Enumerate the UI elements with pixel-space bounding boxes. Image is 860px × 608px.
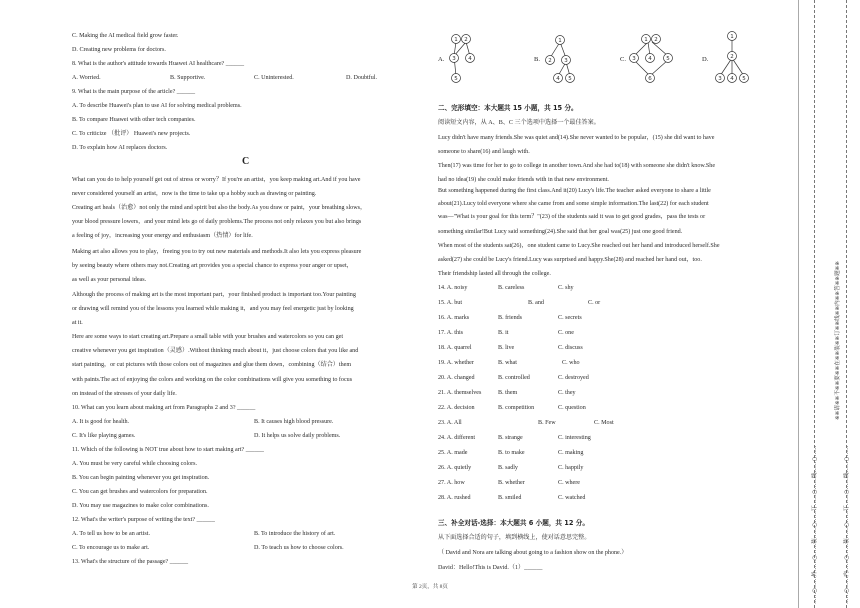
question-12: 12. What's the writer's purpose of writing the text? ______ bbox=[72, 517, 215, 523]
svg-text:3: 3 bbox=[632, 56, 636, 62]
cloze-option-b: B. it bbox=[498, 330, 509, 336]
cloze-line: Lucy didn't have many friends.She was quiet and(14).She never wanted to be popular，(15) she did want to have bbox=[438, 135, 715, 141]
cloze-option-a: 24. A. different bbox=[438, 435, 476, 441]
cloze-option-b: B. controlled bbox=[498, 375, 530, 381]
passage-line: with paints.The act of enjoying the colors and working on the color combinations will give you something to focus bbox=[72, 377, 353, 383]
svg-text:3: 3 bbox=[564, 58, 568, 64]
svg-text:3: 3 bbox=[718, 76, 722, 82]
passage-line: Making art also allows you to play，freeing you to try out new materials and methods.It also lets you express pleasure bbox=[72, 249, 362, 255]
passage-line: at it. bbox=[72, 320, 83, 326]
cloze-option-c: C. they bbox=[558, 390, 576, 396]
cloze-option-a: 26. A. quietly bbox=[438, 465, 472, 471]
passage-line: Although the process of making art is the most important part，your finished product is important too.Your painting bbox=[72, 292, 356, 298]
cloze-option-c: C. destroyed bbox=[558, 375, 589, 381]
cloze-option-b: B. careless bbox=[498, 285, 525, 291]
cloze-option-c: C. happily bbox=[558, 465, 584, 471]
margin-warning: ※※请※※不※※要※※在※※装※※订※※线※※内※※答※※题※※ bbox=[835, 260, 841, 420]
cloze-option-c: C. shy bbox=[558, 285, 574, 291]
svg-text:4: 4 bbox=[468, 56, 472, 62]
svg-text:5: 5 bbox=[666, 56, 670, 62]
passage-line: on instead of the stresses of your daily life. bbox=[72, 391, 177, 397]
q12-option-c: C. To encourage us to make art. bbox=[72, 545, 150, 551]
cloze-option-b: B. whether bbox=[498, 480, 525, 486]
svg-text:4: 4 bbox=[556, 76, 560, 82]
cloze-option-a: 23. A. All bbox=[438, 420, 462, 426]
cloze-option-a: 16. A. marks bbox=[438, 315, 470, 321]
svg-text:4: 4 bbox=[730, 76, 734, 82]
svg-text:1: 1 bbox=[730, 34, 734, 40]
cloze-option-b: B. and bbox=[528, 300, 544, 306]
section-3-instruction: 从下面选择合适的句子，填到横线上，使对话意思完整。 bbox=[438, 535, 591, 541]
cloze-line: was—"What is your goal for this term？"(23) of the students said it was to get good grades，pass the tests or bbox=[438, 214, 706, 220]
q9-option-c: C. To criticize （批评） Huawei's new projects. bbox=[72, 131, 191, 137]
q11-option-a: A. You must be very careful while choosing colors. bbox=[72, 461, 198, 467]
q11-option-d: D. You may use magazines to make color combinations. bbox=[72, 503, 209, 509]
svg-text:2: 2 bbox=[548, 58, 552, 64]
svg-text:2: 2 bbox=[464, 37, 468, 43]
passage-line: by seeing beauty where others may not.Creating art provides you a special chance to express your anger or upset， bbox=[72, 263, 353, 269]
question-11: 11. Which of the following is NOT true about how to start making art? ______ bbox=[72, 447, 264, 453]
dialogue-context: （ David and Nora are talking about going to a fashion show on the phone.） bbox=[438, 550, 628, 556]
passage-line: never considered yourself an artist，now is the time to take up a hobby such as drawing or painting. bbox=[72, 191, 317, 197]
svg-text:2: 2 bbox=[730, 54, 734, 60]
question-9: 9. What is the main purpose of the article? ______ bbox=[72, 89, 196, 95]
q10-option-b: B. It causes high blood pressure. bbox=[254, 419, 334, 425]
cloze-option-c: C. watched bbox=[558, 495, 586, 501]
diagram-label-c: C. bbox=[620, 56, 626, 63]
svg-text:5: 5 bbox=[568, 76, 572, 82]
cloze-option-b: B. strange bbox=[498, 435, 523, 441]
cloze-line: But something happened during the first class.And it(20) Lucy's life.The teacher asked everyone to share a little bbox=[438, 188, 711, 194]
cloze-option-b: B. sadly bbox=[498, 465, 518, 471]
cloze-option-a: 21. A. themselves bbox=[438, 390, 482, 396]
q12-option-d: D. To teach us how to choose colors. bbox=[254, 545, 344, 551]
question-8: 8. What is the author's attitude towards Huawei AI healthcare? ______ bbox=[72, 61, 245, 67]
margin-border bbox=[798, 0, 799, 608]
cloze-line: had no idea(19) she could make friends with in that new environment. bbox=[438, 177, 609, 183]
svg-text:4: 4 bbox=[648, 56, 652, 62]
passage-line: Here are some ways to start creating art.Prepare a small table with your brushes and watercolors so you can get bbox=[72, 334, 344, 340]
svg-text:5: 5 bbox=[454, 76, 458, 82]
q9-option-d: D. To explain how AI replaces doctors. bbox=[72, 145, 168, 151]
section-3-heading: 三、补全对话-选择：本大题共 6 小题，共 12 分。 bbox=[438, 519, 589, 527]
cloze-option-b: B. competition bbox=[498, 405, 535, 411]
q8-option-c: C. Uninterested. bbox=[254, 75, 294, 81]
margin-inner-text: ……○……内……○……装……○……订……○……线……○…… bbox=[844, 445, 850, 604]
q8-option-a: A. Worried. bbox=[72, 75, 101, 81]
cloze-option-c: C. Most bbox=[594, 420, 614, 426]
cloze-option-a: 28. A. rushed bbox=[438, 495, 471, 501]
passage-line: your blood pressure lowers，and your mind lets go of daily problems.The process not only relaxes you but also brings bbox=[72, 219, 362, 225]
cloze-option-c: C. or bbox=[588, 300, 601, 306]
cloze-option-b: B. friends bbox=[498, 315, 523, 321]
q7-option-c: C. Making the AI medical field grow faster. bbox=[72, 33, 179, 39]
cloze-line: Then(17) was time for her to go to college in another town.And she had to(18) with someone she didn't know.She bbox=[438, 163, 716, 169]
diagram-label-b: B. bbox=[534, 56, 540, 63]
structure-diagram-b bbox=[542, 32, 582, 90]
structure-diagram-c bbox=[626, 32, 678, 90]
cloze-line: Their friendship lasted all through the college. bbox=[438, 271, 551, 277]
margin-outer-text: ……○……外……○……装……○……订……○……线……○…… bbox=[812, 445, 818, 604]
cloze-line: about(21).Lucy told everyone where she came from and some simple information.The last(22) for each student bbox=[438, 201, 709, 207]
cloze-option-b: B. live bbox=[498, 345, 515, 351]
structure-diagram-a bbox=[446, 32, 486, 90]
question-10: 10. What can you learn about making art from Paragraphs 2 and 3? ______ bbox=[72, 405, 256, 411]
cloze-line: someone to share(16) and laugh with. bbox=[438, 149, 530, 155]
cloze-option-a: 25. A. made bbox=[438, 450, 468, 456]
diagram-label-d: D. bbox=[702, 56, 709, 63]
q8-option-d: D. Doubtful. bbox=[346, 75, 377, 81]
cloze-option-b: B. to make bbox=[498, 450, 525, 456]
q11-option-b: B. You can begin painting whenever you get inspiration. bbox=[72, 475, 210, 481]
cloze-option-a: 17. A. this bbox=[438, 330, 464, 336]
cloze-option-c: C. who bbox=[562, 360, 580, 366]
cloze-option-a: 19. A. whether bbox=[438, 360, 474, 366]
svg-text:6: 6 bbox=[648, 76, 652, 82]
cloze-line: something similar!But Lucy said something(24).She said that her goal was(25) just one good friend. bbox=[438, 229, 683, 235]
svg-text:1: 1 bbox=[454, 37, 458, 43]
q12-option-a: A. To tell us how to be an artist. bbox=[72, 531, 150, 537]
cloze-line: asked(27) she could be Lucy's friend.Lucy was surprised and happy.She(28) and reached her hand out，too. bbox=[438, 257, 702, 263]
section-2-heading: 二、完形填空：本大题共 15 小题，共 15 分。 bbox=[438, 104, 578, 112]
cloze-option-b: B. Few bbox=[538, 420, 556, 426]
q7-option-d: D. Creating new problems for doctors. bbox=[72, 47, 166, 53]
cloze-option-a: 18. A. quarrel bbox=[438, 345, 472, 351]
cloze-option-c: C. one bbox=[558, 330, 574, 336]
cloze-option-b: B. them bbox=[498, 390, 518, 396]
svg-text:2: 2 bbox=[654, 37, 658, 43]
passage-line: creative whenever you get inspiration（灵感）.Without thinking much about it，just choose colors that you like and bbox=[72, 348, 359, 354]
q10-option-d: D. It helps us solve daily problems. bbox=[254, 433, 341, 439]
svg-text:1: 1 bbox=[644, 37, 648, 43]
passage-line: Creating art heals（治愈）not only the mind and spirit but also the body.As you draw or paint，your breathing slows， bbox=[72, 205, 367, 211]
dialogue-line: David：Hello!This is David.（1）______ bbox=[438, 565, 543, 571]
cloze-option-c: C. discuss bbox=[558, 345, 583, 351]
cloze-option-a: 22. A. decision bbox=[438, 405, 475, 411]
q10-option-c: C. It's like playing games. bbox=[72, 433, 136, 439]
cloze-option-a: 14. A. noisy bbox=[438, 285, 468, 291]
cloze-option-c: C. making bbox=[558, 450, 584, 456]
cloze-option-a: 15. A. but bbox=[438, 300, 463, 306]
page-footer: 第 2页，共 8页 bbox=[412, 584, 448, 590]
section-letter: C bbox=[242, 156, 250, 167]
cloze-option-c: C. interesting bbox=[558, 435, 591, 441]
q11-option-c: C. You can get brushes and watercolors for preparation. bbox=[72, 489, 208, 495]
q9-option-a: A. To describe Huawei's plan to use AI for solving medical problems. bbox=[72, 103, 242, 109]
q10-option-a: A. It is good for health. bbox=[72, 419, 130, 425]
structure-diagram-d bbox=[712, 28, 752, 90]
cloze-option-b: B. what bbox=[498, 360, 517, 366]
passage-line: a feeling of joy，increasing your energy and enthusiasm（热情）for life. bbox=[72, 233, 253, 239]
svg-text:5: 5 bbox=[742, 76, 746, 82]
passage-line: What can you do to help yourself get out of stress or worry？If you're an artist，you keep making art.And if you have bbox=[72, 177, 361, 183]
cloze-option-a: 27. A. how bbox=[438, 480, 465, 486]
svg-text:1: 1 bbox=[558, 38, 562, 44]
q9-option-b: B. To compare Huawei with other tech companies. bbox=[72, 117, 196, 123]
section-2-instruction: 阅读短文内容，从 A、B、C 三个选项中选择一个最佳答案。 bbox=[438, 120, 600, 126]
question-13: 13. What's the structure of the passage? ______ bbox=[72, 559, 189, 565]
q12-option-b: B. To introduce the history of art. bbox=[254, 531, 336, 537]
cloze-option-c: C. secrets bbox=[558, 315, 582, 321]
cloze-option-b: B. smiled bbox=[498, 495, 522, 501]
cloze-option-c: C. question bbox=[558, 405, 586, 411]
passage-line: start painting，or cut pictures with those colors out of magazines and glue them down，combining（结合）them bbox=[72, 362, 352, 368]
passage-line: as well as your personal ideas. bbox=[72, 277, 147, 283]
cloze-option-c: C. where bbox=[558, 480, 580, 486]
cloze-line: When most of the students sat(26)，one student came to Lucy.She reached out her hand and introduced herself.She bbox=[438, 243, 720, 249]
svg-text:3: 3 bbox=[452, 56, 456, 62]
passage-line: or drawing will remind you of the lessons you learned while making it，and you may feel energetic just by looking bbox=[72, 306, 354, 312]
cloze-option-a: 20. A. changed bbox=[438, 375, 475, 381]
diagram-label-a: A. bbox=[438, 56, 445, 63]
q8-option-b: B. Supportive. bbox=[170, 75, 206, 81]
